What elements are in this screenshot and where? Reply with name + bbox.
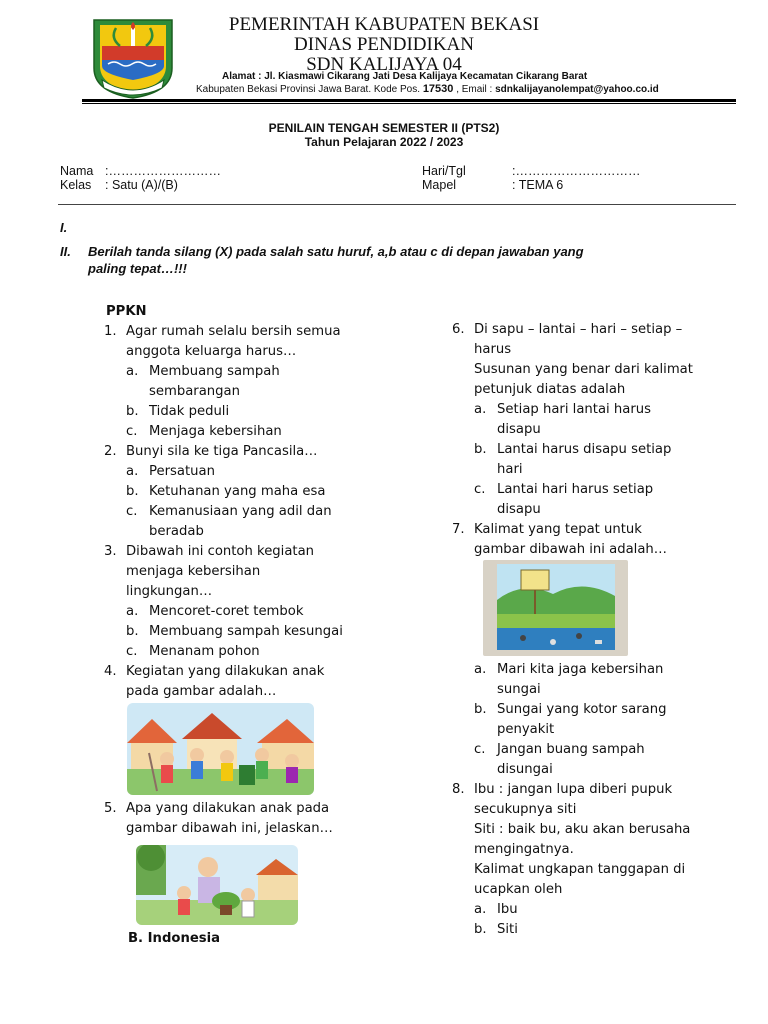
email-prefix: , Email : bbox=[456, 84, 493, 95]
instruction-line1: Berilah tanda silang (X) pada salah satu huruf, a,b atau c di depan jawaban yang bbox=[88, 244, 584, 259]
question-text: gambar dibawah ini adalah… bbox=[474, 542, 667, 557]
option-text: Mencoret-coret tembok bbox=[149, 604, 304, 619]
option-text: Lantai hari harus setiap bbox=[497, 482, 654, 497]
header-line3: SDN KALIJAYA 04 bbox=[306, 54, 462, 75]
question-text: lingkungan… bbox=[126, 584, 213, 599]
exam-year: Tahun Pelajaran 2022 / 2023 bbox=[304, 135, 464, 149]
question-text: harus bbox=[474, 342, 512, 357]
option-b[interactable] bbox=[452, 920, 752, 940]
option-a[interactable] bbox=[452, 660, 752, 680]
option-c[interactable] bbox=[104, 642, 436, 662]
postal-code: 17530 bbox=[422, 83, 454, 95]
left-column-lower bbox=[104, 799, 434, 839]
kelas-label: Kelas bbox=[60, 178, 92, 192]
question-text: Kegiatan yang dilakukan anak bbox=[126, 664, 325, 679]
option-b[interactable] bbox=[104, 402, 436, 422]
option-letter: a. bbox=[474, 662, 487, 677]
question-number: 3. bbox=[104, 544, 117, 559]
question-text: mengingatnya. bbox=[474, 842, 574, 857]
question-text: Dibawah ini contoh kegiatan bbox=[126, 544, 315, 559]
question-text: gambar dibawah ini, jelaskan… bbox=[126, 821, 333, 836]
right-column-lower bbox=[452, 660, 752, 940]
option-text: Lantai harus disapu setiap bbox=[497, 442, 672, 457]
option-letter: a. bbox=[126, 364, 139, 379]
mapel-label: Mapel bbox=[422, 178, 457, 192]
question-4 bbox=[104, 662, 436, 682]
option-text: penyakit bbox=[497, 722, 555, 737]
option-text: Menanam pohon bbox=[149, 644, 260, 659]
question-text: Susunan yang benar dari kalimat bbox=[474, 362, 693, 377]
question-text: anggota keluarga harus… bbox=[126, 344, 297, 359]
question-6 bbox=[452, 320, 752, 340]
header-line2: DINAS PENDIDIKAN bbox=[294, 34, 474, 55]
option-b[interactable] bbox=[452, 440, 752, 460]
option-text: sembarangan bbox=[149, 384, 240, 399]
info-rule bbox=[58, 204, 736, 205]
option-a[interactable] bbox=[104, 462, 436, 482]
question-5 bbox=[104, 799, 434, 819]
nama-field[interactable]: :……………………… bbox=[105, 164, 221, 178]
cleaning-children-picture bbox=[127, 703, 314, 795]
section-i-label: I. bbox=[60, 220, 68, 235]
question-text: Bunyi sila ke tiga Pancasila… bbox=[126, 444, 318, 459]
option-c[interactable] bbox=[452, 480, 752, 500]
option-b[interactable] bbox=[104, 482, 436, 502]
option-letter: c. bbox=[474, 482, 486, 497]
address-line2 bbox=[196, 83, 659, 95]
option-letter: b. bbox=[126, 484, 139, 499]
option-text: sungai bbox=[497, 682, 541, 697]
question-number: 8. bbox=[452, 782, 465, 797]
option-text: Sungai yang kotor sarang bbox=[497, 702, 667, 717]
option-text: Kemanusiaan yang adil dan bbox=[149, 504, 332, 519]
option-text: Jangan buang sampah bbox=[497, 742, 645, 757]
address-line1: Alamat : Jl. Kiasmawi Cikarang Jati Desa Kalijaya Kecamatan Cikarang Barat bbox=[222, 71, 588, 82]
option-letter: c. bbox=[126, 424, 138, 439]
header-rule-thin bbox=[82, 103, 736, 104]
question-text: menjaga kebersihan bbox=[126, 564, 261, 579]
right-column bbox=[452, 320, 752, 560]
question-number: 6. bbox=[452, 322, 465, 337]
email-address: sdnkalijayanolempat@yahoo.co.id bbox=[495, 84, 659, 95]
mapel-value: : TEMA 6 bbox=[512, 178, 564, 192]
river-picture bbox=[483, 560, 628, 656]
option-a[interactable] bbox=[104, 362, 436, 382]
option-text: Ibu bbox=[497, 902, 518, 917]
subject-ppkn: PPKN bbox=[106, 304, 147, 319]
option-text: disungai bbox=[497, 762, 553, 777]
option-a[interactable] bbox=[452, 900, 752, 920]
question-text: Agar rumah selalu bersih semua bbox=[126, 324, 341, 339]
option-text: hari bbox=[497, 462, 523, 477]
exam-title: PENILAIN TENGAH SEMESTER II (PTS2) bbox=[268, 121, 500, 135]
kelas-value: : Satu (A)/(B) bbox=[105, 178, 178, 192]
question-text: Apa yang dilakukan anak pada bbox=[126, 801, 330, 816]
question-text: Ibu : jangan lupa diberi pupuk bbox=[474, 782, 673, 797]
option-text: Setiap hari lantai harus bbox=[497, 402, 651, 417]
option-text: Membuang sampah kesungai bbox=[149, 624, 343, 639]
option-letter: b. bbox=[474, 702, 487, 717]
option-letter: b. bbox=[474, 442, 487, 457]
question-text: ucapkan oleh bbox=[474, 882, 563, 897]
subject-bahasa-indonesia: B. Indonesia bbox=[128, 931, 221, 946]
option-b[interactable] bbox=[452, 700, 752, 720]
option-letter: c. bbox=[474, 742, 486, 757]
option-c[interactable] bbox=[104, 502, 436, 522]
option-letter: a. bbox=[474, 402, 487, 417]
option-text: Menjaga kebersihan bbox=[149, 424, 282, 439]
option-a[interactable] bbox=[452, 400, 752, 420]
question-number: 2. bbox=[104, 444, 117, 459]
option-c[interactable] bbox=[452, 740, 752, 760]
question-text: pada gambar adalah… bbox=[126, 684, 277, 699]
question-text: Di sapu – lantai – hari – setiap – bbox=[474, 322, 683, 337]
header-line1: PEMERINTAH KABUPATEN BEKASI bbox=[228, 14, 540, 35]
question-8 bbox=[452, 780, 752, 800]
question-text: Siti : baik bu, aku akan berusaha bbox=[474, 822, 691, 837]
option-text: disapu bbox=[497, 502, 541, 517]
question-7 bbox=[452, 520, 752, 540]
option-letter: a. bbox=[474, 902, 487, 917]
instruction-line2: paling tepat…!!! bbox=[88, 261, 187, 276]
question-text: secukupnya siti bbox=[474, 802, 577, 817]
question-number: 4. bbox=[104, 664, 117, 679]
option-letter: b. bbox=[474, 922, 487, 937]
option-letter: c. bbox=[126, 504, 138, 519]
option-c[interactable] bbox=[104, 422, 436, 442]
option-letter: c. bbox=[126, 644, 138, 659]
option-text: Tidak peduli bbox=[149, 404, 230, 419]
header-rule-thick bbox=[82, 99, 736, 102]
section-ii-label: II. bbox=[60, 244, 71, 259]
question-text: petunjuk diatas adalah bbox=[474, 382, 626, 397]
question-2 bbox=[104, 442, 436, 462]
option-text: disapu bbox=[497, 422, 541, 437]
option-letter: a. bbox=[126, 604, 139, 619]
hari-field[interactable]: :………………………… bbox=[512, 164, 641, 178]
option-letter: b. bbox=[126, 624, 139, 639]
question-text: Kalimat yang tepat untuk bbox=[474, 522, 642, 537]
planting-picture bbox=[136, 845, 298, 925]
question-number: 7. bbox=[452, 522, 465, 537]
option-text: Persatuan bbox=[149, 464, 215, 479]
left-column bbox=[106, 302, 436, 702]
option-text: Membuang sampah bbox=[149, 364, 280, 379]
question-text: Kalimat ungkapan tanggapan di bbox=[474, 862, 686, 877]
option-letter: a. bbox=[126, 464, 139, 479]
hari-label: Hari/Tgl bbox=[422, 164, 466, 178]
option-text: Siti bbox=[497, 922, 518, 937]
option-text: beradab bbox=[149, 524, 204, 539]
question-number: 1. bbox=[104, 324, 117, 339]
option-text: Mari kita jaga kebersihan bbox=[497, 662, 664, 677]
question-3 bbox=[104, 542, 436, 562]
nama-label: Nama bbox=[60, 164, 94, 178]
option-b[interactable] bbox=[104, 622, 436, 642]
question-number: 5. bbox=[104, 801, 117, 816]
question-1 bbox=[104, 322, 436, 342]
option-a[interactable] bbox=[104, 602, 436, 622]
option-text: Ketuhanan yang maha esa bbox=[149, 484, 326, 499]
address-prefix: Kabupaten Bekasi Provinsi Jawa Barat. Kode Pos. bbox=[196, 84, 421, 95]
option-letter: b. bbox=[126, 404, 139, 419]
